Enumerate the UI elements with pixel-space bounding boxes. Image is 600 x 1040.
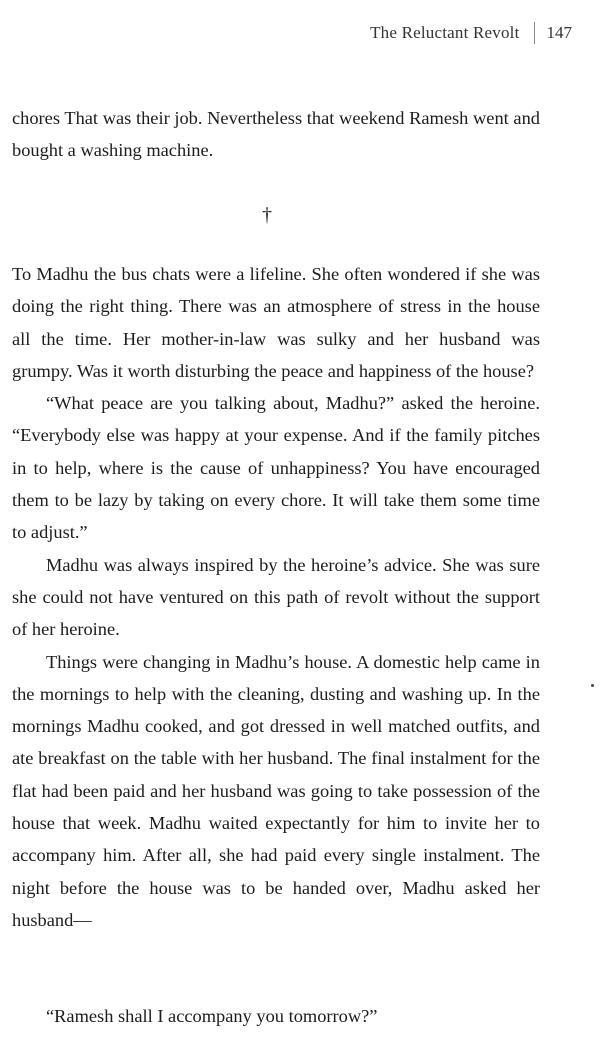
paragraph-continuation: chores That was their job. Nevertheless that weekend Ramesh went and bought a washing machine.: [12, 108, 540, 161]
running-head: [370, 22, 572, 44]
paragraph-5: “Ramesh shall I accompany you tomorrow?”: [46, 1006, 378, 1026]
section-break-dagger: †: [262, 204, 272, 226]
header-divider: [534, 22, 535, 44]
running-title: The Reluctant Revolt: [370, 23, 520, 42]
paragraph-3: Madhu was always inspired by the heroine’s advice. She was sure she could not have ventured on this path of revolt without the support of her heroine.: [12, 554, 540, 640]
body-text: [12, 258, 540, 936]
paragraph-1: To Madhu the bus chats were a lifeline. She often wondered if she was doing the right thing. There was an atmosphere of stress in the house all the time. Her mother-in-law was sulky and her husband was grumpy. Was it worth disturbing the peace and happiness of the house?: [12, 264, 540, 381]
opening-text: [12, 102, 540, 167]
paragraph-4: Things were changing in Madhu’s house. A domestic help came in the mornings to help with the cleaning, dusting and washing up. In the mornings Madhu cooked, and got dressed in well matched outfits, and ate breakfast on the table with her husband. The final instalment for the flat had been paid and her husband was going to take possession of the house that week. Madhu waited expectantly for him to invite her to accompany him. After all, she had paid every single instalment. The night before the house was to be handed over, Madhu asked her husband—: [12, 651, 540, 930]
print-speck: [591, 684, 594, 687]
paragraph-2: “What peace are you talking about, Madhu?” asked the heroine. “Everybody else was happy at your expense. And if the family pitches in to help, where is the cause of unhappiness? You have encouraged them to be lazy by taking on every chore. It will take them some time to adjust.”: [12, 393, 540, 543]
page-number: 147: [546, 23, 572, 42]
